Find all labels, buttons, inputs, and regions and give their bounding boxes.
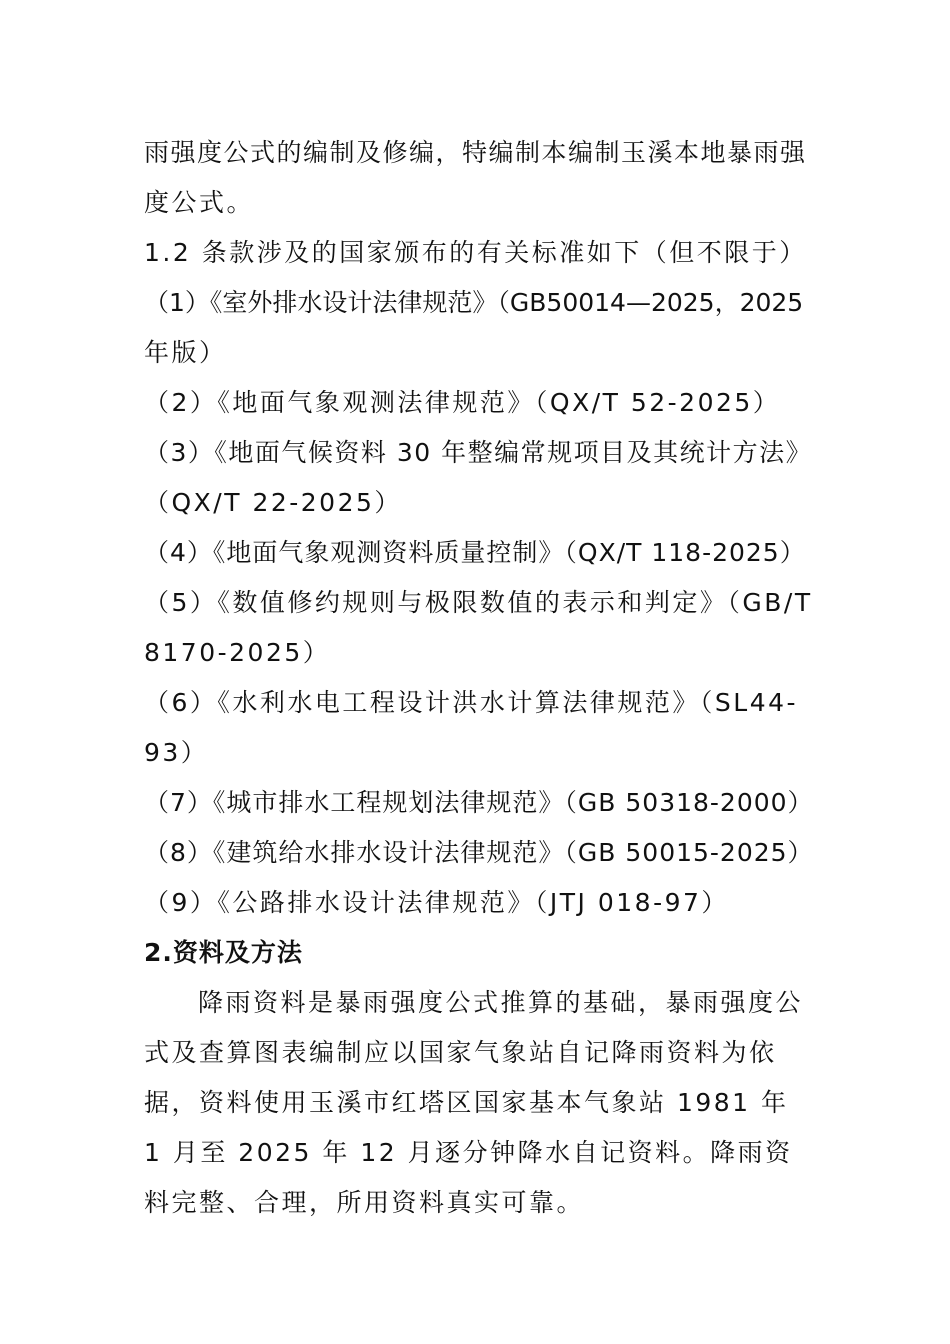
standard-item (144, 578, 814, 678)
standard-item (144, 878, 814, 928)
standards-heading: 1.2 条款涉及的国家颁布的有关标准如下（但不限于） (144, 238, 807, 267)
standard-item-line: （8）《建筑给水排水设计法律规范》（GB 50015-2025） (144, 838, 814, 867)
standard-item-line: 93） (144, 738, 209, 767)
intro-line: 度公式。 (144, 188, 255, 217)
standard-item (144, 378, 814, 428)
standard-item-line: （4）《地面气象观测资料质量控制》（QX/T 118-2025） (144, 538, 806, 567)
standard-item-line: （5）《数值修约规则与极限数值的表示和判定》（GB/T (144, 588, 813, 617)
standard-item-line: （9）《公路排水设计法律规范》（JTJ 018-97） (144, 888, 729, 917)
standard-item-line: 年版） (144, 338, 227, 367)
standard-item (144, 428, 814, 528)
standard-item-line: （QX/T 22-2025） (144, 488, 402, 517)
standard-item-line: （2）《地面气象观测法律规范》（QX/T 52-2025） (144, 388, 781, 417)
standard-item (144, 828, 814, 878)
standard-item (144, 278, 814, 378)
document-content (144, 128, 814, 1228)
standard-item-line: 8170-2025） (144, 638, 331, 667)
standard-item (144, 778, 814, 828)
standard-item (144, 678, 814, 778)
standard-item-line: （7）《城市排水工程规划法律规范》（GB 50318-2000） (144, 788, 814, 817)
intro-line: 雨强度公式的编制及修编，特编制本编制玉溪本地暴雨强 (144, 138, 807, 167)
standard-item (144, 528, 814, 578)
standards-list (144, 278, 814, 928)
standard-item-line: （3）《地面气候资料 30 年整编常规项目及其统计方法》 (144, 438, 813, 467)
section-paragraph: 降雨资料是暴雨强度公式推算的基础，暴雨强度公式及查算图表编制应以国家气象站自记降雨资料为依据，资料使用玉溪市红塔区国家基本气象站 1981 年 1 月至 2025 年 12 月逐分钟降水自记资料。降雨资料完整、合理，所用资料真实可靠。 (144, 988, 804, 1217)
standard-item-line: （6）《水利水电工程设计洪水计算法律规范》（SL44- (144, 688, 799, 717)
section-title: 2.资料及方法 (144, 938, 303, 967)
standard-item-line: （1）《室外排水设计法律规范》（GB50014—2025，2025 (144, 288, 804, 317)
